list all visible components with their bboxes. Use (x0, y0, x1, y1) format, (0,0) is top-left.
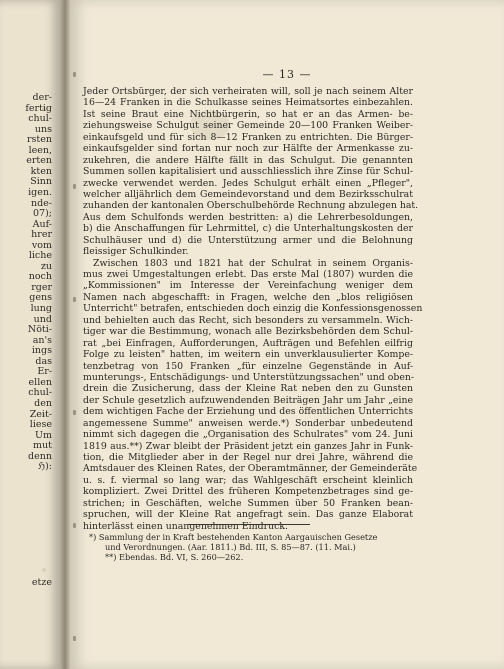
left-page-fragment: lung (30, 303, 52, 314)
footnote-1-line-1: *) Sammlung der in Kraft bestehenden Kanton Aargauischen Gesetze (89, 532, 378, 542)
body-line: einkaufsgeld und für sich 8—12 Franken zu entrichten. Die Bürger- (83, 131, 413, 143)
body-line: mus zwei Umgestaltungen erlebt. Das erste Mal (1807) wurden die (83, 269, 413, 280)
binding-stitch (73, 636, 76, 641)
left-page-fragment: vom (31, 239, 52, 251)
body-line: 1819 aus.**) Zwar bleibt der Präsident jetzt ein ganzes Jahr in Funk- (83, 440, 413, 452)
body-line: Namen nach abgeschafft: in Fragen, welche den „blos religiösen (83, 291, 413, 303)
left-page-fragment: ℌ): (37, 461, 52, 473)
left-page-fragment: noch (28, 271, 52, 283)
body-line: nimmt sich dagegen die „Organisation des Schulrates" vom 24. Juni (83, 429, 413, 441)
binding-hole (42, 568, 46, 572)
body-line: einkaufsgelder sind fortan nur noch zur Hälfte der Armenkasse zu- (83, 143, 413, 155)
body-line: Summen sollen kapitalisiert und ausschliesslich ihre Zinse für Schul- (83, 166, 413, 178)
left-page-fragment: den (34, 397, 52, 409)
footnotes (83, 532, 413, 563)
left-page-fragment: Er- (37, 366, 52, 378)
body-line: munterungs-, Entschädigungs- und Unterstützungssachen" und oben- (83, 371, 415, 383)
binding-stitch (73, 523, 76, 528)
body-line: b) die Anschaffungen für Lehrmittel, c) die Unterhaltungskosten der (83, 223, 413, 235)
left-page-fragment: liche (28, 250, 52, 262)
body-line: tenzbetrag von 150 Franken „für einzelne Gegenstände in Auf- (83, 360, 413, 372)
body-line: kompliziert. Zwei Drittel des früheren Kompetenzbetrages sind ge- (83, 486, 413, 498)
right-page (70, 0, 504, 669)
body-line: Unterricht" betrafen, entschieden doch einzig die Konfessionsgenossen (83, 303, 423, 315)
body-line: zuhanden der kantonalen Oberschulbehörde Rechnung abzulegen hat. (83, 200, 419, 212)
left-page-fragment: hrer (31, 229, 52, 241)
footnote-1-line-2: und Verordnungen. (Aar. 1811.) Bd. III, S. 85—87. (11. Mai.) (105, 542, 356, 553)
body-line: Schulhäuser und d) die Unterstützung armer und die Belohnung (83, 234, 413, 246)
binding-stitch (73, 184, 76, 189)
body-line: rat „bei Einfragen, Aufforderungen, Aufträgen und Befehlen eilfrig (83, 337, 413, 349)
body-line: tion, die Mitglieder aber in der Regel nur drei Jahre, während die (83, 452, 413, 463)
left-page-fragment: und (33, 313, 52, 325)
body-line: zwecke verwendet werden. Jedes Schulgut erhält einen „Pfleger", (83, 177, 413, 189)
footnote-rule (188, 524, 310, 525)
binding-stitch (73, 410, 76, 415)
body-line: Amtsdauer des Kleinen Rates, der Oberamtmänner, der Gemeinderäte (83, 463, 418, 475)
left-page-fragment: leen, (28, 144, 52, 156)
left-page-fragment: chul- (28, 387, 52, 399)
body-line: der Schule gesetzlich aufzuwendenden Beiträgen Jahr um Jahr „eine (83, 394, 413, 406)
left-page-fragment: Nöti- (27, 324, 52, 336)
body-line: Aus dem Schulfonds werden bestritten: a) die Lehrerbesoldungen, (83, 211, 413, 223)
left-page-fragment: rsten (27, 134, 52, 146)
left-page-fragment: erten (26, 155, 52, 167)
left-page-fragment: ellen (28, 376, 52, 388)
body-line: spruchen, will der Kleine Rat angefragt sein. Das ganze Elaborat (83, 509, 413, 521)
page-number: — 13 — (262, 68, 312, 81)
left-page-fragment: gens (29, 292, 52, 304)
left-page-fragment: ings (31, 345, 52, 357)
body-line: fleissiger Schulkinder. (83, 246, 189, 258)
left-page-fragment: fertig (25, 102, 52, 114)
left-page-fragment: kten (30, 165, 52, 177)
body-line: tiger war die Bestimmung, wonach alle Bezirksbehörden dem Schul- (83, 326, 413, 338)
book-gutter (60, 0, 70, 669)
left-facing-page (0, 0, 60, 669)
left-page-fragment: denn (28, 450, 52, 462)
left-page-fragment: an's (32, 334, 52, 346)
body-line: zukehren, die andere Hälfte fällt in das Schulgut. Die genannten (83, 154, 413, 166)
body-line: u. s. f. viermal so lang war; das Wahlgeschäft erscheint kleinlich (83, 474, 413, 486)
left-page-fragment: mut (33, 440, 52, 452)
left-page-fragment: das (35, 355, 52, 367)
body-line: drein die Zusicherung, dass der Kleine Rat neben den zu Gunsten (83, 383, 413, 395)
left-page-fragment: Um (34, 429, 52, 441)
body-line: welcher alljährlich dem Gemeindevorstand und dem Bezirksschulrat (83, 188, 413, 200)
body-line: Jeder Ortsbürger, der sich verheiraten will, soll je nach seinem Alter (83, 86, 413, 97)
body-line: 16—24 Franken in die Schulkasse seines Heimatsortes einbezahlen. (83, 97, 413, 109)
left-page-fragment: nde- (30, 197, 52, 209)
body-line: Ist seine Braut eine Nichtbürgerin, so hat er an das Armen- be- (83, 108, 413, 120)
body-text (83, 86, 423, 532)
left-page-fragment: igen. (28, 186, 52, 198)
left-page-fragment: Auf- (32, 218, 52, 230)
left-page-fragment: Zeit- (29, 408, 52, 420)
left-page-fragment: zu (40, 260, 52, 272)
left-page-fragment: Sinn (30, 176, 52, 188)
left-page-fragment: chul- (28, 113, 52, 125)
body-line: „Kommissionen" im Interesse der Vereinfachung weniger dem (83, 280, 413, 292)
body-line: dem wichtigen Fache der Erziehung und des öffentlichen Unterrichts (83, 406, 413, 418)
left-page-fragment: 07); (33, 208, 52, 220)
body-line: angemessene Summe" anweisen werde.*) Sonderbar unbedeutend (83, 417, 413, 429)
body-line: ziehungsweise Schulgut seiner Gemeinde 20—100 Franken Weiber- (83, 120, 413, 132)
binding-stitch (73, 297, 76, 302)
left-page-fragment: uns (34, 123, 52, 135)
left-page-fragment: etze (31, 577, 52, 589)
left-page-fragment: rger (31, 281, 52, 293)
body-line: strichen; in Geschäften, welche Summen über 50 Franken bean- (83, 497, 413, 509)
body-line: Zwischen 1803 und 1821 hat der Schulrat in seinem Organis- (93, 257, 413, 269)
left-page-fragment: liese (29, 419, 52, 431)
footnote-2: **) Ebendas. Bd. VI, S. 260—262. (105, 552, 244, 563)
body-line: hinterlässt einen unangenehmen Eindruck. (83, 520, 288, 532)
left-page-fragment: der- (32, 92, 52, 103)
body-line: und behielten auch das Recht, sich besonders zu versammeln. Wich- (83, 314, 413, 326)
body-line: Folge zu leisten" hatten, im weitern ein unverklausulierter Kompe- (83, 349, 413, 361)
